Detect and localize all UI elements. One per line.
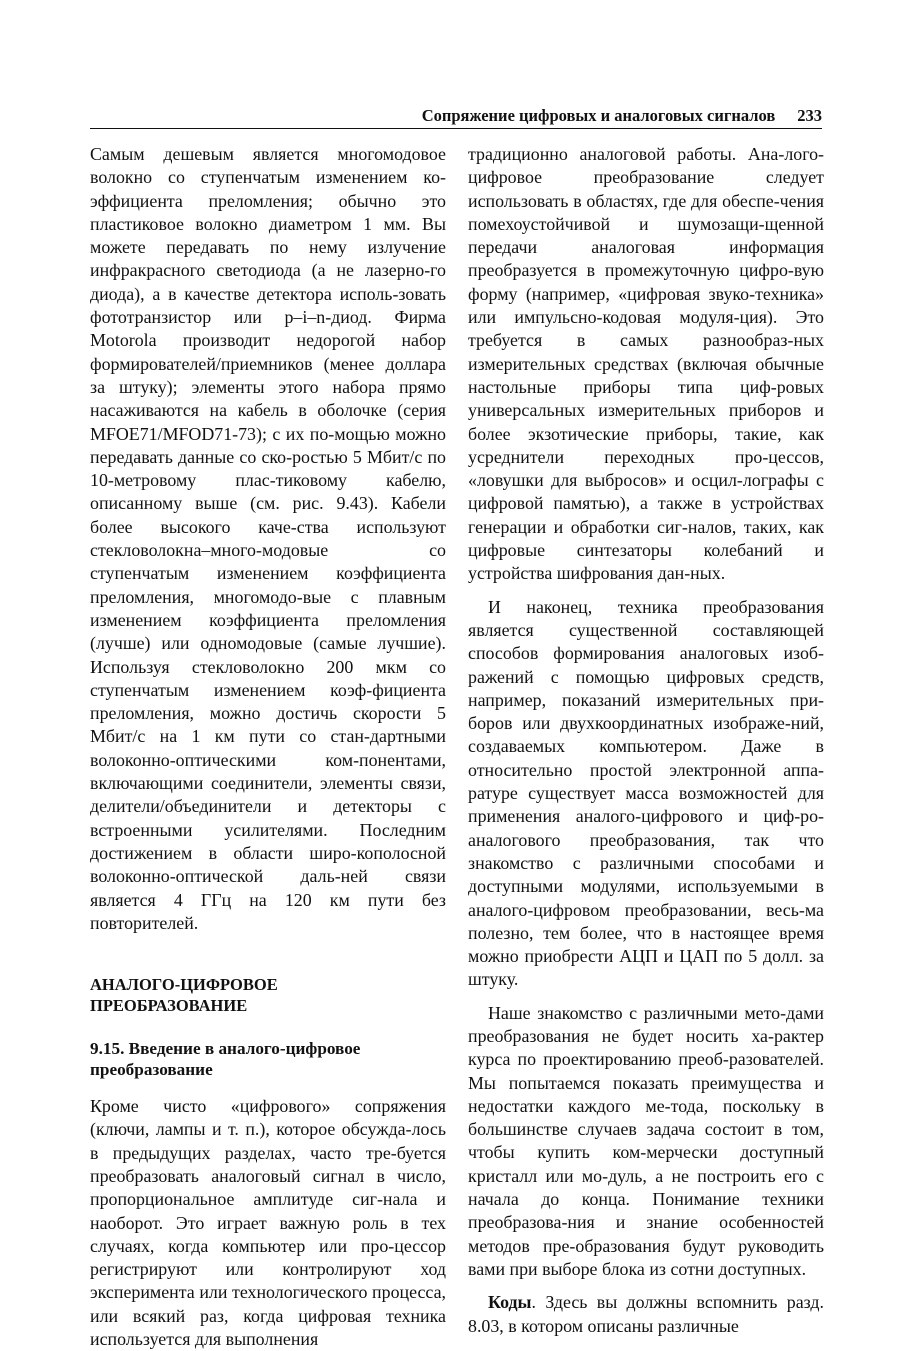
paragraph-methods: Наше знакомство с различными мето-дами преобразования не будет носить ха-рактер курса по проектированию преоб-разователей. Мы попытаемся показать преимущества и недостатки каждого ме-тода, поскольку в большинстве случаев задача состоит в том, чтобы купить ком-мерчески доступный кристалл или мо-дуль, а не построить его с начала до конца. Понимание техники преобразова-ния и знание особенностей методов пре-образования будут руководить вами при выборе блока из сотни доступных. [468,1002,824,1279]
right-column [468,143,824,1338]
header-rule [90,128,822,129]
paragraph-codes: Коды. Здесь вы должны вспомнить разд. 8.03, в котором описаны различные [468,1292,824,1336]
paragraph-conversion-technique: И наконец, техника преобразования является существенной составляющей способов формирования аналоговых изоб-ражений с помощью цифровых средств, например, показаний измерительных при-боров или двухкоординатных изображе-ний, создаваемых компьютером. Даже в относительно простой электронной аппа-ратуре существует масса возможностей для применения аналого-цифрового и циф-ро-аналогового преобразования, так что знакомство с различными способами и доступными модулями, используемыми в аналого-цифровом преобразовании, весь-ма полезно, тем более, что в настоящее время можно приобрести АЦП и ЦАП по 5 долл. за штуку. [468,596,824,990]
running-header [90,106,822,126]
page-number: 233 [797,106,822,125]
running-title: Сопряжение цифровых и аналоговых сигналов [421,106,776,125]
left-column [90,143,446,1351]
paragraph-fiber-optics: Самым дешевым является многомодовое волокно со ступенчатым изменением ко-эффициента преломления; обычно это пластиковое волокно диаметром 1 мм. Вы можете передавать по нему излучение инфракрасного светодиода (а не лазерно-го диода), а в качестве детектора исполь-зовать фототранзистор или p–i–n-диод. Фирма Motorola производит недорогой набор формирователей/приемников (менее доллара за штуку); элементы этого набора прямо насаживаются на кабель в оболочке (серия MFOE71/MFOD71-73); с их по-мощью можно передавать данные со ско-ростью 5 Мбит/с по 10-метровому плас-тиковому кабелю, описанному выше (см. рис. 9.43). Кабели более высокого каче-ства используют стекловолокна–много-модовые со ступенчатым изменением коэффициента преломления, многомодо-вые с плавным изменением коэффициента преломления (лучше) или одномодовые (самые лучшие). Используя стекловолокно 200 мкм со ступенчатым изменением коэф-фициента преломления, можно достичь скорости 5 Мбит/с на 1 км пути со стан-дартными волоконно-оптическими ком-понентами, включающими соединители, элементы связи, делители/объединители и детекторы с встроенными усилителями. Последним достижением в области широ-кополосной волоконно-оптической даль-ней связи является 4 ГГц на 120 км пути без повторителей. [90,144,446,933]
paragraph-analog-work: традиционно аналоговой работы. Ана-лого-цифровое преобразование следует использовать в областях, где для обеспе-чения помехоустойчивой и шумозащи-щенной передачи аналоговая информация преобразуется в промежуточную цифро-вую форму (например, «цифровая звуко-техника» или импульсно-кодовая модуля-ция). Это требуется в самых разнообраз-ных измерительных средствах (включая обычные настольные приборы типа циф-ровых универсальных измерительных приборов и более экзотические приборы, такие, как усреднители переходных про-цессов, «ловушки для выбросов» и осцил-лографы с цифровой памятью), а также в устройствах генерации и обработки сиг-налов, таких, как цифровые синтезаторы колебаний и устройства шифрования дан-ных. [468,144,824,584]
codes-lead: Коды [488,1292,532,1313]
subsection-heading: 9.15. Введение в аналого-цифровое преобразование [90,1039,361,1080]
section-heading: АНАЛОГО-ЦИФРОВОЕ ПРЕОБРАЗОВАНИЕ [90,975,278,1016]
paragraph-intro-adc: Кроме чисто «цифрового» сопряжения (ключи, лампы и т. п.), которое обсужда-лось в предыдущих разделах, часто тре-буется преобразовать аналоговый сигнал в число, пропорциональное амплитуде сиг-нала и наоборот. Это играет важную роль в тех случаях, когда компьютер или про-цессор регистрируют или контролируют ход эксперимента или технологического процесса, или всякий раз, когда цифровая техника используется для выполнения [90,1096,446,1350]
